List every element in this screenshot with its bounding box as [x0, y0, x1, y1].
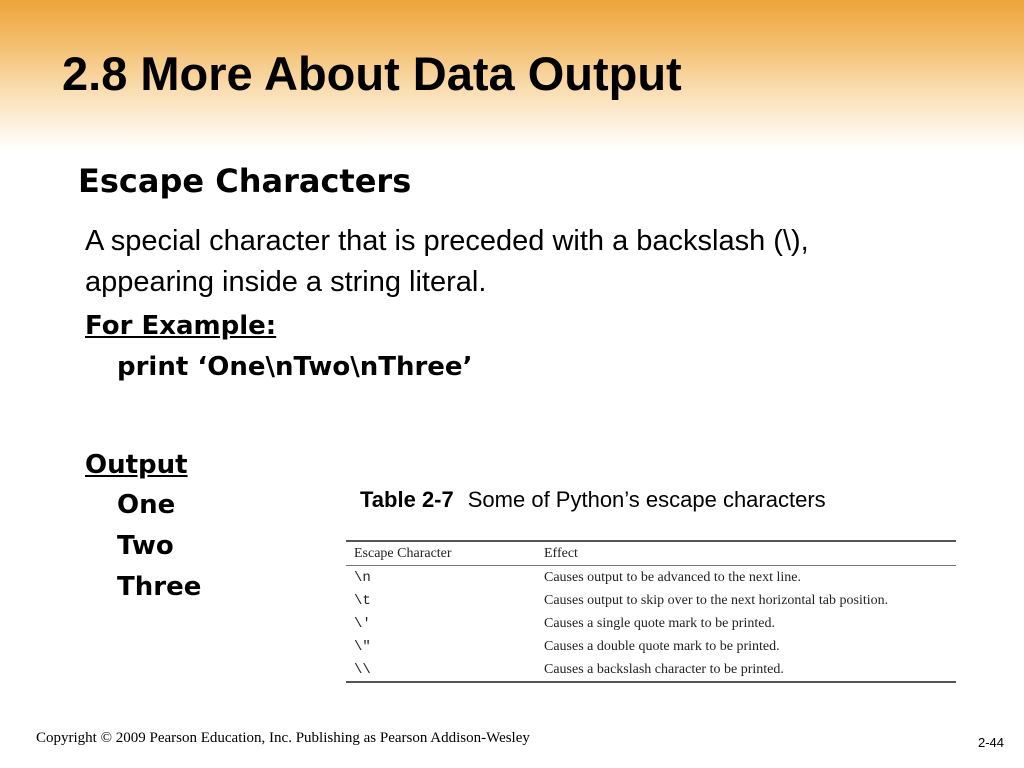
effect-cell: Causes output to skip over to the next horizontal tab position.: [544, 592, 889, 608]
section-heading: Escape Characters: [78, 162, 412, 200]
escape-sequence-cell: \t: [354, 592, 371, 609]
output-label: Output: [85, 450, 188, 480]
table-row: [346, 658, 956, 682]
column-header-effect: Effect: [536, 541, 956, 566]
definition-text: [85, 221, 985, 303]
escape-sequence-cell: \n: [354, 569, 371, 586]
escape-sequence-cell: \\: [354, 661, 371, 678]
effect-cell: Causes output to be advanced to the next line.: [544, 569, 801, 585]
slide-title: 2.8 More About Data Output: [62, 47, 682, 100]
escape-sequence-cell: \': [354, 615, 371, 632]
output-lines: [117, 485, 201, 608]
table-row: [346, 612, 956, 635]
copyright-notice: Copyright © 2009 Pearson Education, Inc. Publishing as Pearson Addison-Wesley: [36, 730, 530, 746]
table-row: [346, 589, 956, 612]
effect-cell: Causes a backslash character to be printed.: [544, 661, 784, 677]
slide-number: 2-44: [977, 735, 1004, 750]
table-caption-number: Table 2-7: [360, 487, 454, 512]
table-caption: [360, 485, 826, 515]
output-line: Two: [117, 531, 174, 561]
table-caption-text: Some of Python’s escape characters: [467, 487, 826, 512]
column-header-escape-character: Escape Character: [346, 541, 536, 566]
table-row: [346, 635, 956, 658]
escape-characters-table: [346, 540, 956, 683]
output-line: One: [117, 490, 176, 520]
definition-line: appearing inside a string literal.: [85, 266, 487, 298]
example-label: For Example:: [85, 311, 277, 341]
table-row: [346, 566, 956, 590]
effect-cell: Causes a single quote mark to be printed.: [544, 615, 775, 631]
output-line: Three: [117, 572, 202, 602]
escape-sequence-cell: \": [354, 638, 371, 655]
effect-cell: Causes a double quote mark to be printed.: [544, 638, 780, 654]
example-code: print ‘One\nTwo\nThree’: [117, 352, 473, 382]
definition-line: A special character that is preceded with a backslash (\),: [85, 225, 809, 257]
table-header-row: [346, 541, 956, 566]
